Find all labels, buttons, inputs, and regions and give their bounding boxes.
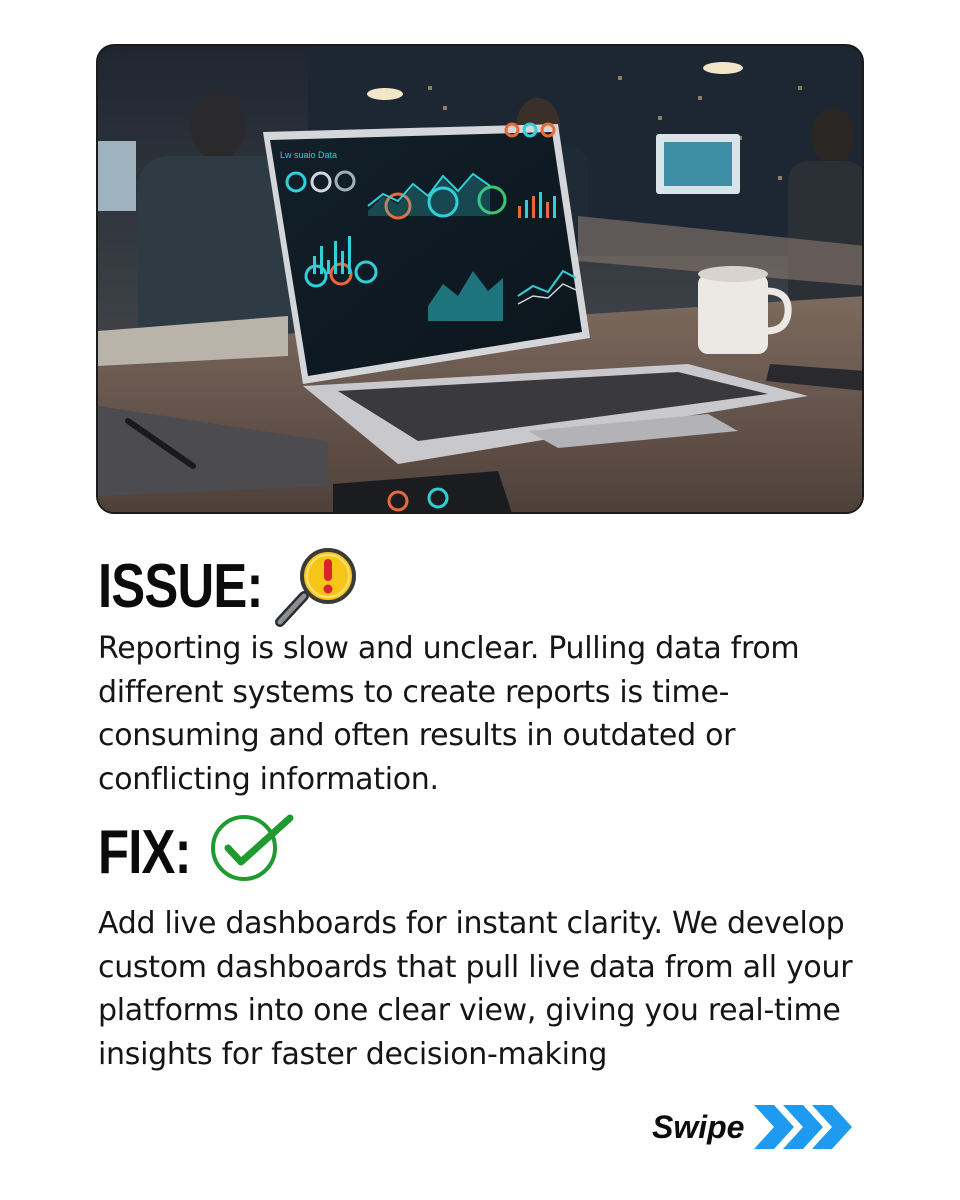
swipe-label: Swipe	[652, 1108, 745, 1145]
laptop-screen-title: Lw suaio Data	[280, 150, 338, 160]
fix-heading: FIX:	[98, 818, 191, 887]
issue-description: Reporting is slow and unclear. Pulling data from different systems to create reports is time-consuming and often results in outdated or conflicting information.	[98, 631, 800, 797]
swipe-button[interactable]	[652, 1105, 852, 1149]
issue-heading: ISSUE:	[98, 552, 263, 621]
hero-image	[96, 44, 864, 514]
fix-description: Add live dashboards for instant clarity. We develop custom dashboards that pull live data from all your platforms into one clear view, giving you real-time insights for faster decision-making	[98, 906, 853, 1072]
check-circle-icon	[208, 812, 298, 886]
magnifier-exclamation-icon	[272, 546, 364, 636]
triple-chevron-right-icon	[754, 1105, 852, 1149]
